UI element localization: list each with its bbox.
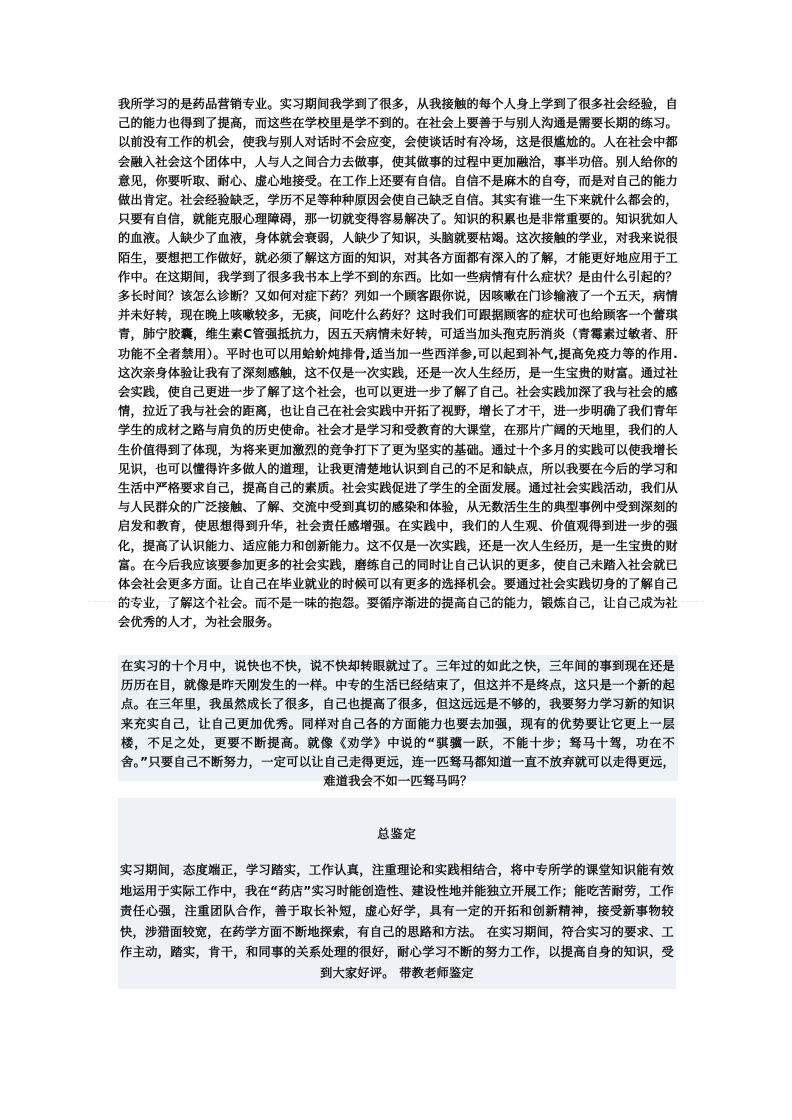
- summary-evaluation-text: 实习期间，态度端正，学习踏实，工作认真，注重理论和实践相结合，将中专所学的课堂知识能有效地运用于实际工作中，我在“药店”实习时能创造性、建设性地并能独立开展工作；能吃苦耐劳，工作 责任心强，注重团队合作，善于取长补短，虚心好学，具有一定的开拓和创新精神，接受新事物较快，涉猎面较宽，在药学方面不断地探索，有自己的思路和方法。 在实习期间，符合实习的要求、工作主动，踏实，肯干，和同事的关系处理的很好，耐心学习不断的努力工作，以提高自身的知识，受到大家好评。 带教老师鉴定: [120, 863, 674, 980]
- body-paragraph-reflection: 在实习的十个月中，说快也不快，说不快却转眼就过了。三年过的如此之快，三年间的事到现在还是历历在目，就像是昨天刚发生的一样。中专的生活已经结束了，但这并不是终点，这只是一个新的起点。在三年里，我虽然成长了很多，自己也提高了很多，但这远远是不够的，我要努力学习新的知识来充实自己，让自己更加优秀。同样对自己各的方面能力也要去加强，现有的优势要让它更上一层楼，不足之处，更要不断提高。就像《劝学》中说的“骐骥一跃，不能十步；驽马十驾，功在不舍。”只要自己不断努力，一定可以让自己走得更远，连一匹驽马都知道一直不放弃就可以走得更远，难道我会不如一匹驽马吗？: [121, 659, 675, 789]
- body-paragraph-internship-experience: 我所学习的是药品营销专业。实习期间我学到了很多，从我接触的每个人身上学到了很多社会经验，自己的能力也得到了提高，而这些在学校里是学不到的。在社会上要善于与别人沟通是需要长期的练习。以前没有工作的机会，使我与别人对话时不会应变，会使谈话时有冷场，这是很尴尬的。人在社会中都会融入社会这个团体中，人与人之间合力去做事，使其做事的过程中更加融洽，事半功倍。别人给你的意见，你要听取、耐心、虚心地接受。在工作上还要有自信。自信不是麻木的自夸，而是对自己的能力做出肯定。社会经验缺乏，学历不足等种种原因会使自己缺乏自信。其实有谁一生下来就什么都会的，只要有自信，就能克服心理障碍，那一切就变得容易解决了。知识的积累也是非常重要的。知识犹如人的血液。人缺少了血液，身体就会衰弱，人缺少了知识，头脑就要枯竭。这次接触的学业，对我来说很陌生，要想把工作做好，就必须了解这方面的知识，对其各方面都有深入的了解，才能更好地应用于工作中。在这期间，我学到了很多我书本上学不到的东西。比如一些病情有什么症状？是由什么引起的？多长时间？该怎么诊断？又如何对症下药？列如一个顾客跟你说，因咳嗽在门诊输液了一个五天，病情并未好转，现在晚上咳嗽较多，无痰，问吃什么药好？这时我们可跟据顾客的症状可也给顾客一个蕾琪青，肺宁胶囊，维生素C管强抵抗力，因五天病情未好转，可适当加头孢克肟消炎（青霉素过敏者、肝功能不全者禁用）。平时也可以用蛤蚧炖排骨,适当加一些西洋参,可以起到补气,提高免疫力等的作用.这次亲身体验让我有了深刻感触，这不仅是一次实践，还是一次人生经历，是一生宝贵的财富。通过社会实践，使自己更进一步了解了这个社会，也可以更进一步了解了自己。社会实践加深了我与社会的感情，拉近了我与社会的距离，也让自己在社会实践中开拓了视野，增长了才干，进一步明确了我们青年学生的成材之路与肩负的历史使命。社会才是学习和受教育的大课堂，在那片广阔的天地里，我们的人生价值得到了体现，为将来更加激烈的竞争打下了更为坚实的基础。通过十个多月的实践可以使我增长见识，也可以懂得许多做人的道理，让我更清楚地认识到自己的不足和缺点，所以我要在今后的学习和生活中严格要求自己，提高自己的素质。社会实践促进了学生的全面发展。通过社会实践活动，我们从与人民群众的广泛接触、了解、交流中受到真切的感染和体验，从无数活生生的典型事例中受到深刻的启发和教育，使思想得到升华，社会责任感增强。在实践中，我们的人生观、价值观得到进一步的强化，提高了认识能力、适应能力和创新能力。这不仅是一次实践，还是一次人生经历，是一生宝贵的财富。在今后我应该要参加更多的社会实践，磨练自己的同时让自己认识的更多，使自己未踏入社会就已体会社会更多方面。让自己在毕业就业的时候可以有更多的选择机会。要通过社会实践切身的了解自己的专业，了解这个社会。而不是一味的抱怨。要循序渐进的提高自己的能力，锻炼自己，让自己成为社会优秀的人才，为社会服务。: [118, 97, 678, 630]
- summary-title: 总鉴定: [377, 827, 417, 841]
- highlighted-paragraph-block: [118, 655, 678, 789]
- summary-evaluation-box: [118, 798, 676, 989]
- faint-divider: [88, 601, 704, 602]
